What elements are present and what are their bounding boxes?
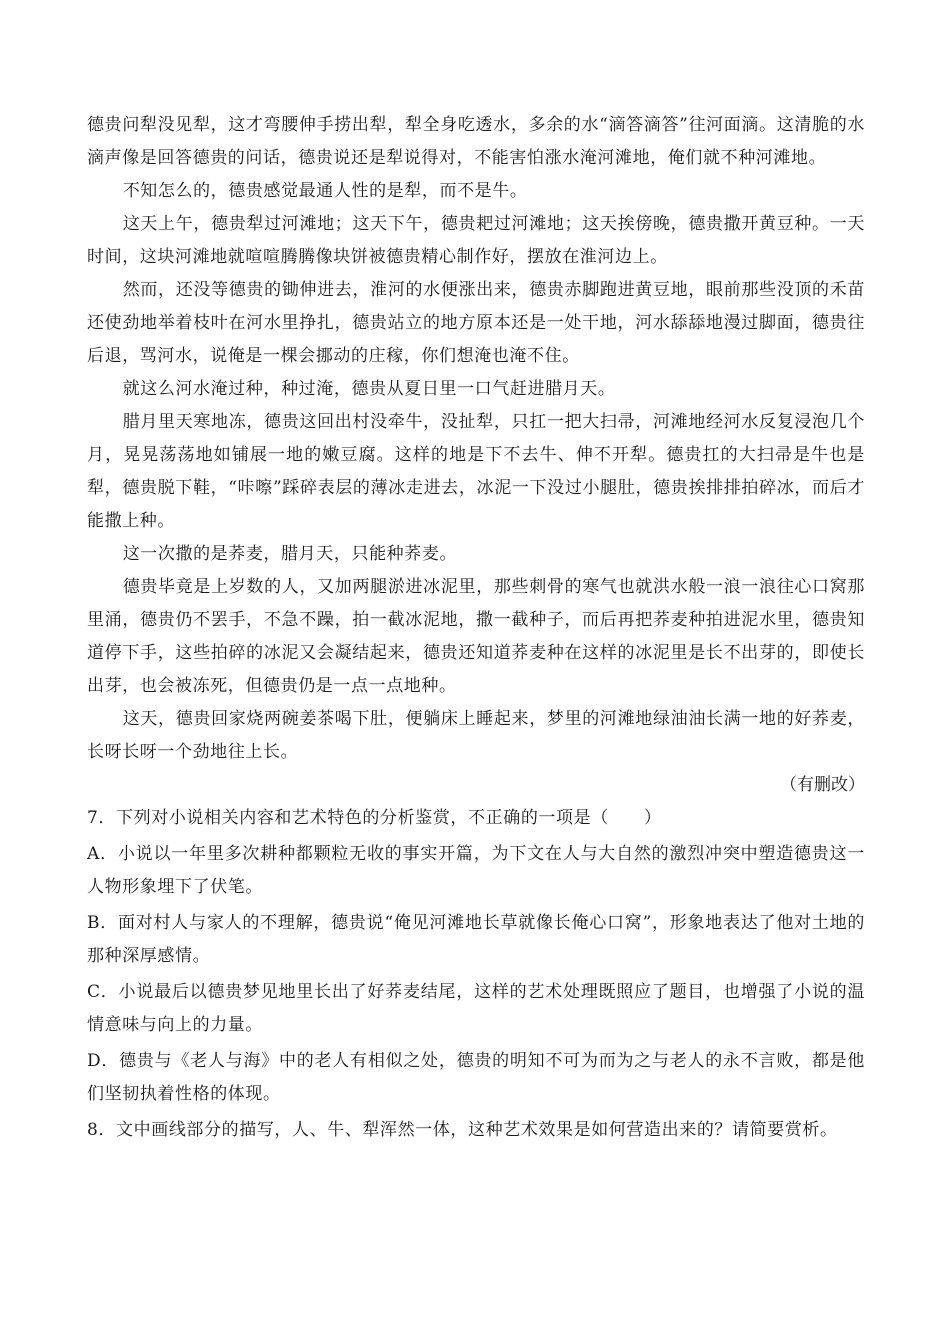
story-paragraph: 这天，德贵回家烧两碗姜茶喝下肚，便躺床上睡起来，梦里的河滩地绿油油长满一地的好荞麦，长呀长呀一个劲地往上长。 xyxy=(87,709,865,762)
story-paragraph: 就这么河水淹过种，种过淹，德贵从夏日里一口气赶进腊月天。 xyxy=(122,379,616,399)
question-8-stem: 8．文中画线部分的描写，人、牛、犁浑然一体，这种艺术效果是如何营造出来的？请简要赏析。 xyxy=(87,1120,838,1140)
question-7-stem: 7．下列对小说相关内容和艺术特色的分析鉴赏，不正确的一项是（ ） xyxy=(87,808,662,828)
story-paragraph: 腊月里天寒地冻，德贵这回出村没牵牛，没扯犁，只扛一把大扫帚，河滩地经河水反复浸泡几个月，晃晃荡荡地如铺展一地的嫩豆腐。这样的地是下不去牛、伸不开犁。德贵扛的大扫帚是牛也是犁，德贵脱下鞋，“咔嚓”踩碎表层的薄冰走进去，冰泥一下没过小腿肚，德贵挨排排拍碎冰，而后才能撒上种。 xyxy=(87,412,865,531)
story-paragraph: 然而，还没等德贵的锄伸进去，淮河的水便涨出来，德贵赤脚跑进黄豆地，眼前那些没顶的禾苗还使劲地举着枝叶在河水里挣扎，德贵站立的地方原本还是一处干地，河水舔舔地漫过脚面，德贵往后退，骂河水，说俺是一棵会挪动的庄稼，你们想淹也淹不住。 xyxy=(87,280,865,366)
story-paragraph: 不知怎么的，德贵感觉最通人性的是犁，而不是牛。 xyxy=(122,181,528,201)
story-paragraph: 这天上午，德贵犁过河滩地；这天下午，德贵耙过河滩地；这天挨傍晚，德贵撒开黄豆种。一天时间，这块河滩地就喧喧腾腾像块饼被德贵精心制作好，摆放在淮河边上。 xyxy=(87,214,865,267)
document-page xyxy=(87,109,865,1147)
question-7-option-a: A．小说以一年里多次耕种都颗粒无收的事实开篇，为下文在人与大自然的激烈冲突中塑造德贵这一人物形象埋下了伏笔。 xyxy=(87,844,865,897)
story-paragraph: 德贵毕竟是上岁数的人，又加两腿淤进冰泥里，那些刺骨的寒气也就洪水般一浪一浪往心口窝那里涌，德贵仍不罢手，不急不躁，拍一截冰泥地，撒一截种子，而后再把荞麦种拍进泥水里，德贵知道停下手，这些拍碎的冰泥又会凝结起来，德贵还知道荞麦种在这样的冰泥里是长不出芽的，即使长出芽，也会被冻死，但德贵仍是一点一点地种。 xyxy=(87,577,865,696)
question-7-option-d: D．德贵与《老人与海》中的老人有相似之处，德贵的明知不可为而为之与老人的永不言败，都是他们坚韧执着性格的体现。 xyxy=(87,1051,865,1104)
question-7-option-b: B．面对村人与家人的不理解，德贵说“俺见河滩地长草就像长俺心口窝”，形象地表达了他对土地的那种深厚感情。 xyxy=(87,913,865,966)
question-7 xyxy=(87,802,865,1111)
source-note: （有删改） xyxy=(780,775,865,795)
question-8 xyxy=(87,1114,865,1147)
story-paragraph: 德贵问犁没见犁，这才弯腰伸手捞出犁，犁全身吃透水，多余的水“滴答滴答”往河面滴。这清脆的水滴声像是回答德贵的问话，德贵说还是犁说得对，不能害怕涨水淹河滩地，俺们就不种河滩地。 xyxy=(87,115,865,168)
question-7-option-c: C．小说最后以德贵梦见地里长出了好荞麦结尾，这样的艺术处理既照应了题目，也增强了小说的温情意味与向上的力量。 xyxy=(87,982,865,1035)
story-paragraph: 这一次撒的是荞麦，腊月天，只能种荞麦。 xyxy=(122,544,458,564)
